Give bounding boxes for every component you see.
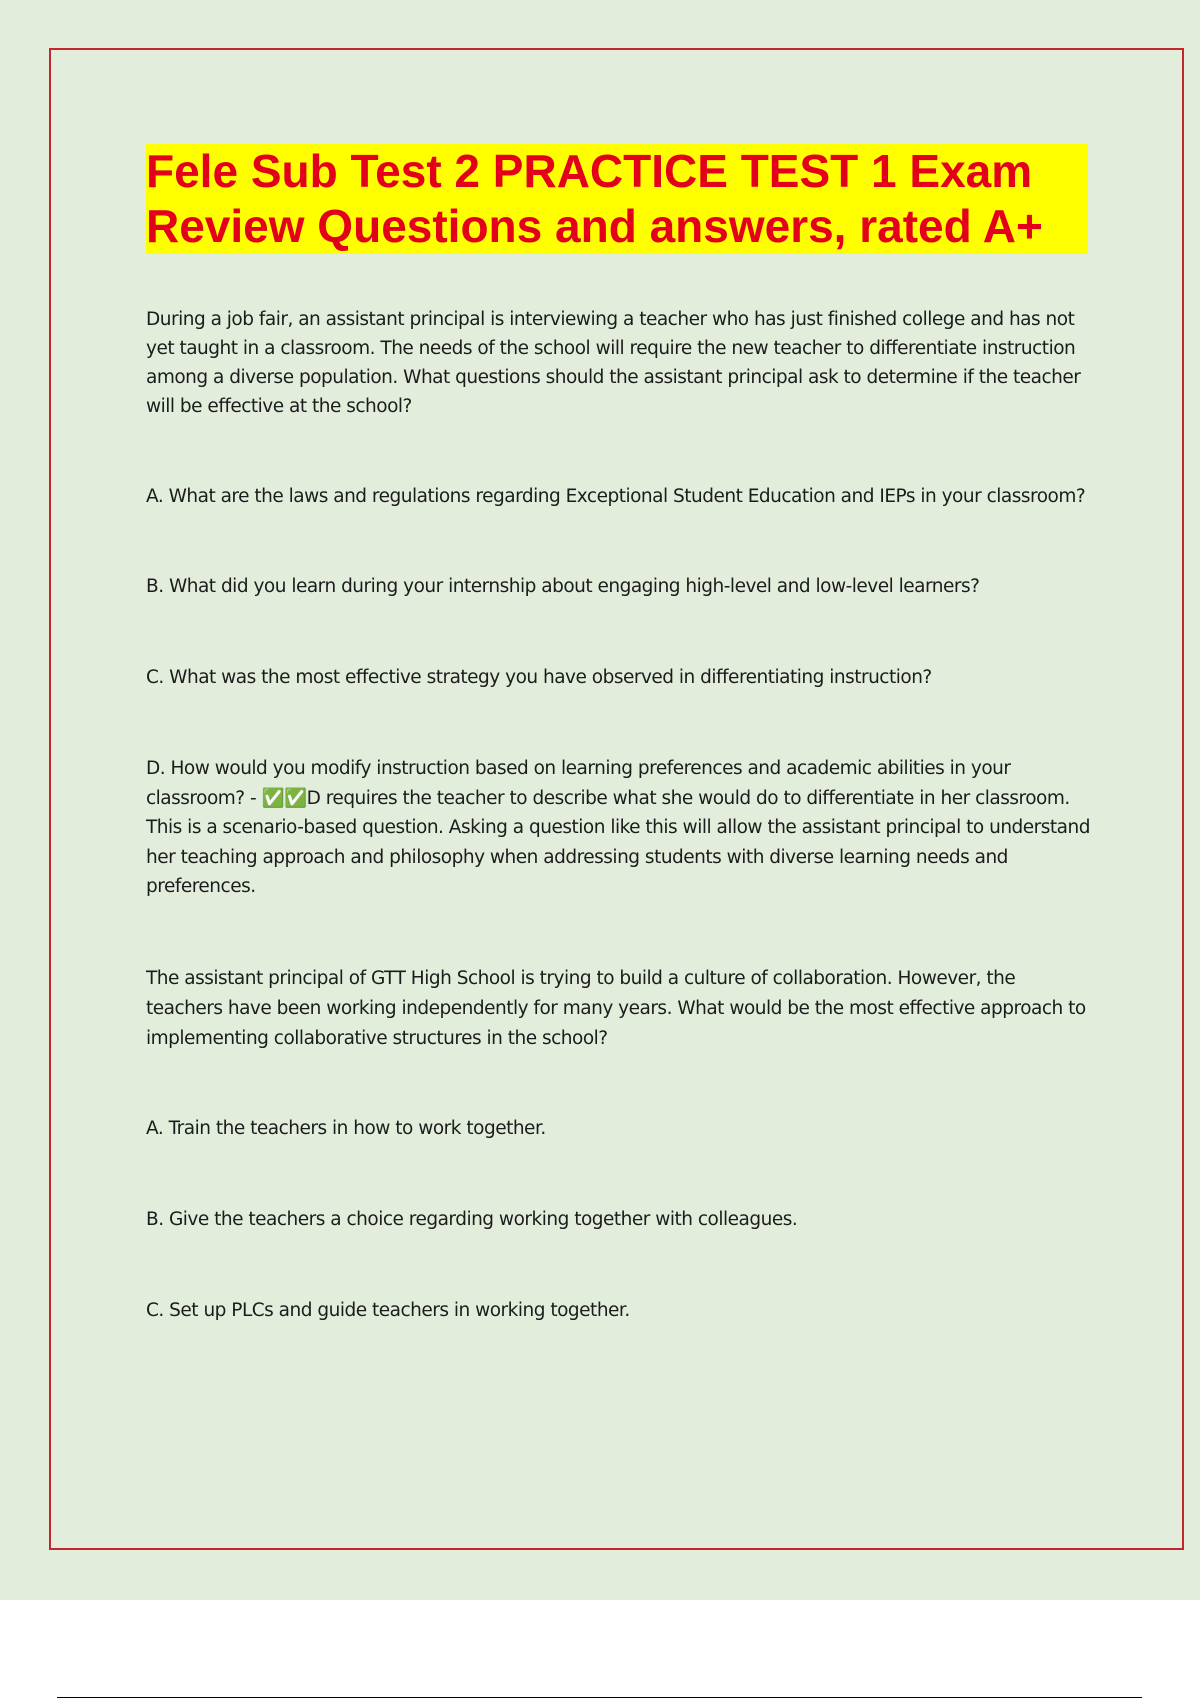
question-1-option-c: C. What was the most effective strategy you have observed in differentiating instruction? <box>146 667 932 688</box>
question-1-option-b: B. What did you learn during your internship about engaging high-level and low-level learners? <box>146 576 980 597</box>
question-2-option-c: C. Set up PLCs and guide teachers in working together. <box>146 1299 630 1321</box>
title-line-1: Fele Sub Test 2 PRACTICE TEST 1 Exam <box>146 144 1088 199</box>
question-1-option-a: A. What are the laws and regulations regarding Exceptional Student Education and IEPs in your classroom? <box>146 486 1086 507</box>
document-title <box>146 144 1096 254</box>
question-1-option-d-with-answer: D. How would you modify instruction based on learning preferences and academic abilities in your classroom? - ✅✅D requires the teacher to describe what she would do to differentiate in her classroom. This is a scenario-based question. Asking a question like this will allow the assistant principal to understand her teaching approach and philosophy when addressing students with diverse learning needs and preferences. <box>146 758 1090 897</box>
question-1-stem: During a job fair, an assistant principal is interviewing a teacher who has just finished college and has not yet taught in a classroom. The needs of the school will require the new teacher to differentiate instruction among a diverse population. What questions should the assistant principal ask to determine if the teacher will be effective at the school? <box>146 309 1081 417</box>
question-2-option-b: B. Give the teachers a choice regarding working together with colleagues. <box>146 1208 798 1230</box>
question-2-stem: The assistant principal of GTT High School is trying to build a culture of collaboration. However, the teachers have been working independently for many years. What would be the most effective approach to implementing collaborative structures in the school? <box>146 967 1086 1049</box>
bottom-divider-line <box>57 1697 1142 1698</box>
question-2-option-a: A. Train the teachers in how to work together. <box>146 1117 546 1139</box>
document-body <box>146 144 1096 1325</box>
title-line-2: Review Questions and answers, rated A+ <box>146 199 1088 254</box>
